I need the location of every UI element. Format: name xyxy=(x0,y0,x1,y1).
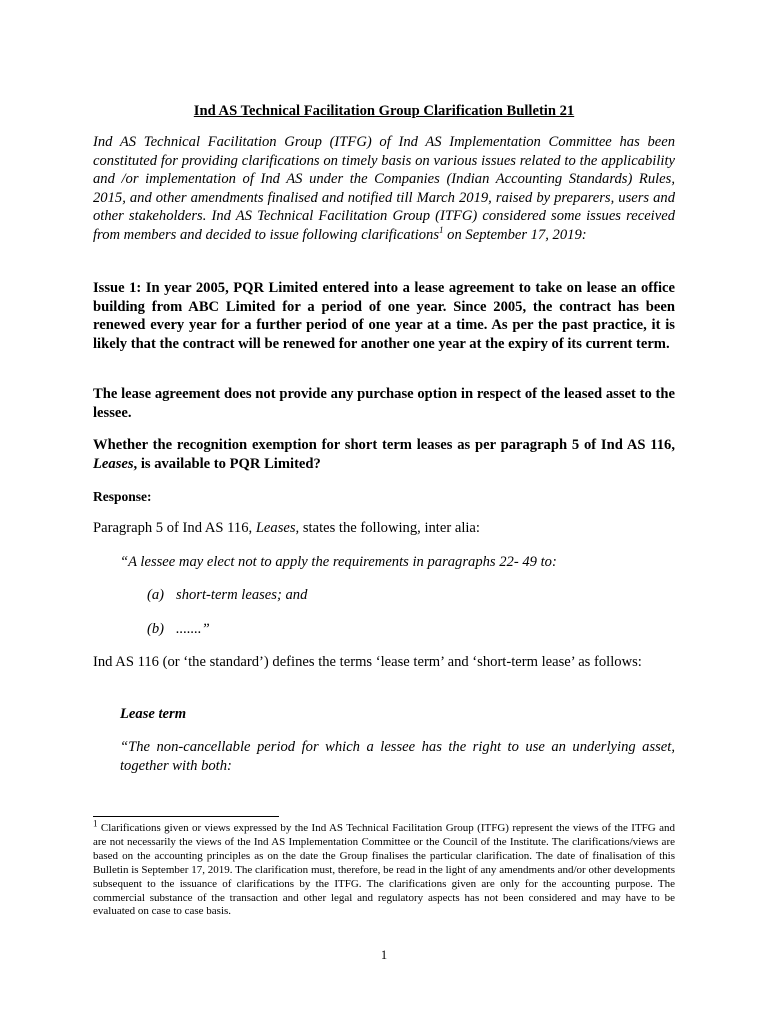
question-part-2: , is available to PQR Limited? xyxy=(133,455,321,472)
footnote-divider xyxy=(93,816,279,817)
list-item-a xyxy=(147,586,675,605)
para5-part-1: Paragraph 5 of Ind AS 116, xyxy=(93,520,256,536)
response-heading: Response: xyxy=(93,489,152,504)
intro-text: Ind AS Technical Facilitation Group (ITFG) of Ind AS Implementation Committee has been constituted for providing clarifications on timely basis on various issues related to the applicability and /or implementation of Ind AS under the Companies (Indian Accounting Standards) Rules, 2015, and other amendments finalised and notified till March 2019, raised by preparers, users and other stakeholders. Ind AS Technical Facilitation Group (ITFG) considered some issues received from members and decided to issue following clarifications xyxy=(93,134,675,243)
lease-term-quote: “The non-cancellable period for which a lessee has the right to use an underlying asset, together with both: xyxy=(120,739,675,774)
question-part-1: Whether the recognition exemption for short term leases as per paragraph 5 of Ind AS 116, xyxy=(93,437,675,453)
para5-italic: Leases, xyxy=(255,520,300,536)
lease-term-heading: Lease term xyxy=(120,706,187,722)
list-item-b xyxy=(147,620,675,639)
footnote-number: 1 xyxy=(93,818,98,829)
list-text-a: short-term leases; and xyxy=(176,587,308,603)
list-text-b: .......” xyxy=(176,621,210,637)
lessee-quote: “A lessee may elect not to apply the requirements in paragraphs 22- 49 to: xyxy=(120,554,557,570)
intro-tail: on September 17, 2019: xyxy=(443,226,587,243)
question-italic: Leases xyxy=(93,455,134,472)
para5-part-2: states the following, inter alia: xyxy=(299,520,480,536)
issue-1-question xyxy=(93,436,675,473)
footnote-text: Clarifications given or views expressed by the Ind AS Technical Facilitation Group (ITFG) represent the views of the ITFG and are not necessarily the views of the Ind AS Implementation Committee or the Council of the Institute. The clarifications/views are based on the accounting principles as on the date the Group finalises the particular clarification. The date of finalisation of this Bulletin is September 17, 2019. The clarification must, therefore, be read in the light of any amendments and/or other developments subsequent to the issuance of clarifications by the ITFG. The clarifications given are only for the accounting purpose. The commercial substance of the transaction and other legal and regulatory aspects has not been considered and may have to be evaluated on case to case basis. xyxy=(93,822,675,918)
page-number: 1 xyxy=(380,948,388,962)
footnote-reference[interactable]: 1 xyxy=(439,224,444,235)
definitions-intro: Ind AS 116 (or ‘the standard’) defines the terms ‘lease term’ and ‘short-term lease’ as follows: xyxy=(93,654,642,670)
intro-paragraph xyxy=(93,133,675,244)
issue-1-paragraph: Issue 1: In year 2005, PQR Limited entered into a lease agreement to take on lease an office building from ABC Limited for a period of one year. Since 2005, the contract has been renewed every year for a further period of one year at a time. As per the past practice, it is likely that the contract will be renewed for another one year at the expiry of its current term. xyxy=(93,280,675,352)
list-label-a: (a) xyxy=(147,587,165,603)
bulletin-title: Ind AS Technical Facilitation Group Clarification Bulletin 21 xyxy=(193,103,575,119)
footnote xyxy=(93,818,675,919)
list-label-b: (b) xyxy=(147,621,165,637)
paragraph-5-intro xyxy=(93,519,675,538)
issue-1-purchase-option: The lease agreement does not provide any purchase option in respect of the leased asset to the lessee. xyxy=(93,386,675,421)
